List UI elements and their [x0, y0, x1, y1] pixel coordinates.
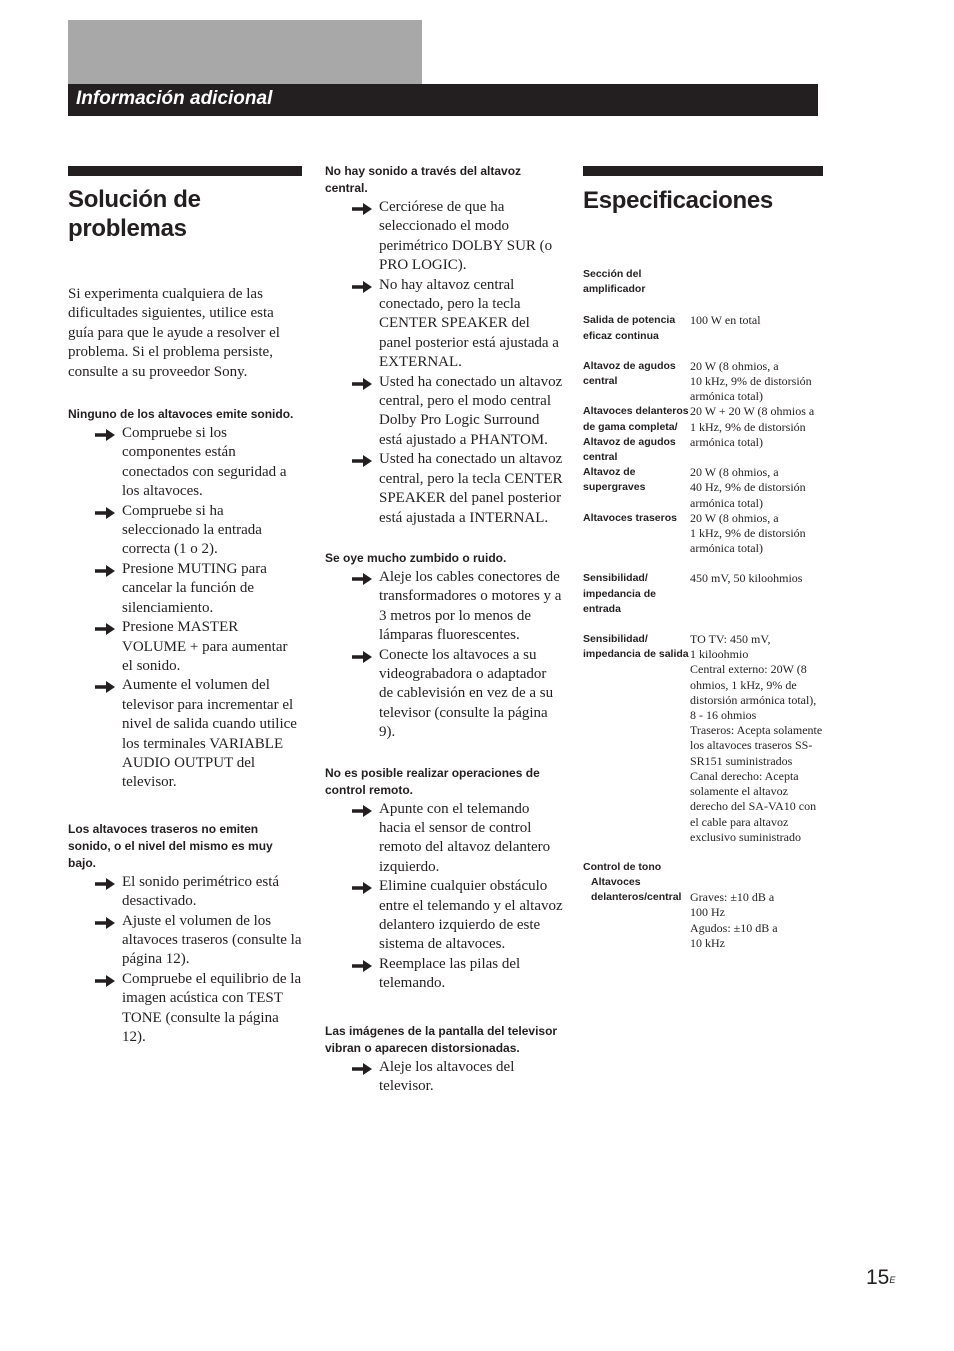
arrow-right-icon: [352, 280, 372, 292]
solution-item: [68, 873, 302, 912]
spec-value: Graves: ±10 dB a 100 Hz Agudos: ±10 dB a 10 kHz: [690, 890, 778, 950]
solution-text: Compruebe el equilibrio de la imagen acústica con TEST TONE (consulte la página 12).: [122, 970, 302, 1045]
section-title: Información adicional: [76, 88, 273, 109]
spec-label: Sensibilidad/ impedancia de salida: [583, 633, 689, 661]
problem-block: [325, 163, 563, 528]
spec-label: Altavoces delanteros/central: [591, 876, 682, 904]
solution-item: [325, 568, 563, 646]
solution-list: [325, 1058, 563, 1097]
spec-row: [583, 571, 823, 617]
problem-heading: Ninguno de los altavoces emite sonido.: [68, 407, 294, 422]
solution-item: [325, 450, 563, 528]
arrow-right-icon: [95, 680, 115, 692]
solution-text: Aleje los cables conectores de transformadores o motores y a 3 metros por lo menos de lámparas fluorescentes.: [379, 568, 562, 644]
page-number-suffix: E: [889, 1275, 896, 1285]
solution-item: [68, 970, 302, 1048]
specifications-title: Especificaciones: [583, 187, 773, 214]
title-rule: [583, 166, 823, 176]
spec-label: Salida de potencia eficaz continua: [583, 314, 676, 342]
solution-item: [325, 800, 563, 878]
arrow-right-icon: [352, 202, 372, 214]
solution-text: Compruebe si ha seleccionado la entrada correcta (1 o 2).: [122, 502, 262, 558]
solution-text: Conecte los altavoces a su videograbadora o adaptador de cablevisión en vez de a su televisor (consulte la página 9).: [379, 646, 554, 741]
arrow-right-icon: [95, 506, 115, 518]
spec-label: Control de tono: [583, 860, 662, 873]
spec-row: [583, 511, 823, 557]
spec-row: [583, 465, 823, 511]
arrow-right-icon: [352, 377, 372, 389]
spec-value: [690, 267, 823, 297]
solution-text: El sonido perimétrico está desactivado.: [122, 873, 280, 910]
solution-text: Reemplace las pilas del telemando.: [379, 955, 521, 992]
solution-list: [325, 800, 563, 994]
arrow-right-icon: [95, 564, 115, 576]
arrow-right-icon: [352, 1062, 372, 1074]
problem-block: [68, 406, 302, 793]
arrow-right-icon: [95, 428, 115, 440]
arrow-right-icon: [95, 974, 115, 986]
spec-value: 20 W + 20 W (8 ohmios a 1 kHz, 9% de distorsión armónica total): [690, 404, 815, 449]
arrow-right-icon: [352, 454, 372, 466]
spec-row: [583, 267, 823, 297]
solution-list: [325, 568, 563, 743]
arrow-right-icon: [352, 650, 372, 662]
spec-row: [583, 875, 823, 951]
solution-text: Aumente el volumen del televisor para incrementar el nivel de salida cuando utilice los terminales VARIABLE AUDIO OUTPUT del televisor.: [122, 677, 297, 791]
solution-item: [325, 198, 563, 276]
arrow-right-icon: [352, 572, 372, 584]
solution-text: Elimine cualquier obstáculo entre el telemando y el altavoz delantero izquierdo de este sistema de altavoces.: [379, 878, 563, 953]
spec-value: 450 mV, 50 kiloohmios: [690, 571, 803, 586]
arrow-right-icon: [95, 622, 115, 634]
spec-value: 20 W (8 ohmios, a 10 kHz, 9% de distorsión armónica total): [690, 358, 812, 404]
troubleshooting-intro: Si experimenta cualquiera de las dificultades siguientes, utilice esta guía para que le ayude a resolver el problema. Si el problema persiste, consulte a su proveedor Sony.: [68, 286, 280, 380]
spec-label: Altavoz de supergraves: [583, 466, 646, 494]
header-gray-tab: [68, 20, 422, 84]
page-number-value: 15: [866, 1266, 890, 1289]
problem-heading: Se oye mucho zumbido o ruido.: [325, 550, 507, 565]
solution-text: Ajuste el volumen de los altavoces traseros (consulte la página 12).: [122, 912, 302, 968]
spec-row: [583, 860, 823, 875]
solution-list: [68, 424, 302, 793]
spec-label: Altavoces traseros: [583, 511, 677, 524]
problem-heading: Los altavoces traseros no emiten sonido, o el nivel del mismo es muy bajo.: [68, 821, 273, 870]
arrow-right-icon: [352, 804, 372, 816]
solution-text: No hay altavoz central conectado, pero la tecla CENTER SPEAKER del panel posterior está ajustada a EXTERNAL.: [379, 276, 559, 371]
solution-text: Apunte con el telemando hacia el sensor de control remoto del altavoz delantero izquierdo.: [379, 800, 551, 875]
solution-text: Cerciórese de que ha seleccionado el modo perimétrico DOLBY SUR (o PRO LOGIC).: [379, 199, 553, 274]
troubleshooting-title: Solución de problemas: [68, 186, 201, 242]
arrow-right-icon: [352, 959, 372, 971]
solution-text: Usted ha conectado un altavoz central, pero el modo central Dolby Pro Logic Surround está ajustado a PHANTOM.: [379, 373, 563, 448]
solution-item: [68, 912, 302, 970]
spec-label: Sensibilidad/ impedancia de entrada: [583, 572, 656, 615]
spec-value: [690, 860, 823, 875]
problem-block: [325, 550, 563, 743]
solution-item: [68, 676, 302, 792]
problem-block: [325, 765, 563, 994]
specifications-column: [583, 166, 823, 951]
arrow-right-icon: [95, 877, 115, 889]
page-number: [866, 1266, 895, 1290]
solution-text: Usted ha conectado un altavoz central, pero la tecla CENTER SPEAKER del panel posterior está ajustada a INTERNAL.: [379, 451, 563, 526]
solution-list: [325, 198, 563, 528]
spec-label: Altavoz de agudos central: [583, 359, 676, 388]
arrow-right-icon: [95, 916, 115, 928]
solution-item: [68, 618, 302, 676]
spec-value: 100 W en total: [690, 313, 761, 328]
solution-list: [68, 873, 302, 1048]
spec-row: [583, 632, 823, 845]
spec-label: Altavoces delanteros de gama completa/ Altavoz de agudos central: [583, 405, 689, 464]
solution-item: [325, 646, 563, 743]
problem-heading: No es posible realizar operaciones de control remoto.: [325, 765, 540, 797]
solution-item: [325, 276, 563, 373]
spec-value: 20 W (8 ohmios, a 1 kHz, 9% de distorsión armónica total): [690, 510, 806, 556]
solution-text: Presione MUTING para cancelar la función de silenciamiento.: [122, 560, 267, 616]
arrow-right-icon: [352, 881, 372, 893]
solution-text: Compruebe si los componentes están conectados con seguridad a los altavoces.: [122, 425, 287, 500]
problem-heading: Las imágenes de la pantalla del televisor vibran o aparecen distorsionadas.: [325, 1023, 558, 1055]
problem-block: [325, 1023, 563, 1097]
title-rule: [68, 166, 302, 176]
solution-item: [68, 560, 302, 618]
spec-row: [583, 404, 823, 465]
problem-block: [68, 821, 302, 1048]
specifications-table: [583, 267, 823, 951]
solution-item: [68, 502, 302, 560]
problem-heading: No hay sonido a través del altavoz central.: [325, 164, 522, 195]
solution-item: [325, 955, 563, 994]
troubleshooting-column-2: [325, 163, 563, 1124]
spec-value: TO TV: 450 mV, 1 kiloohmio Central externo: 20W (8 ohmios, 1 kHz, 9% de distorsión armónica total), 8 - 16 ohmios Traseros: Acepta solamente los altavoces traseros SS-SR151 suministrados Canal derecho: Acepta solamente el altavoz derecho del SA-VA10 con el cable para altavoz exclusivo suministrado: [690, 632, 823, 844]
spec-value: 20 W (8 ohmios, a 40 Hz, 9% de distorsión armónica total): [690, 465, 806, 510]
solution-text: Aleje los altavoces del televisor.: [379, 1058, 515, 1095]
solution-item: [68, 424, 302, 502]
spec-label: Sección del amplificador: [583, 268, 646, 296]
spec-row: [583, 313, 823, 343]
solution-item: [325, 1058, 563, 1097]
spec-row: [583, 359, 823, 405]
section-header-bar: [68, 84, 818, 116]
troubleshooting-column-1: [68, 166, 302, 1075]
solution-item: [325, 877, 563, 955]
solution-text: Presione MASTER VOLUME + para aumentar el sonido.: [122, 619, 288, 674]
solution-item: [325, 373, 563, 451]
